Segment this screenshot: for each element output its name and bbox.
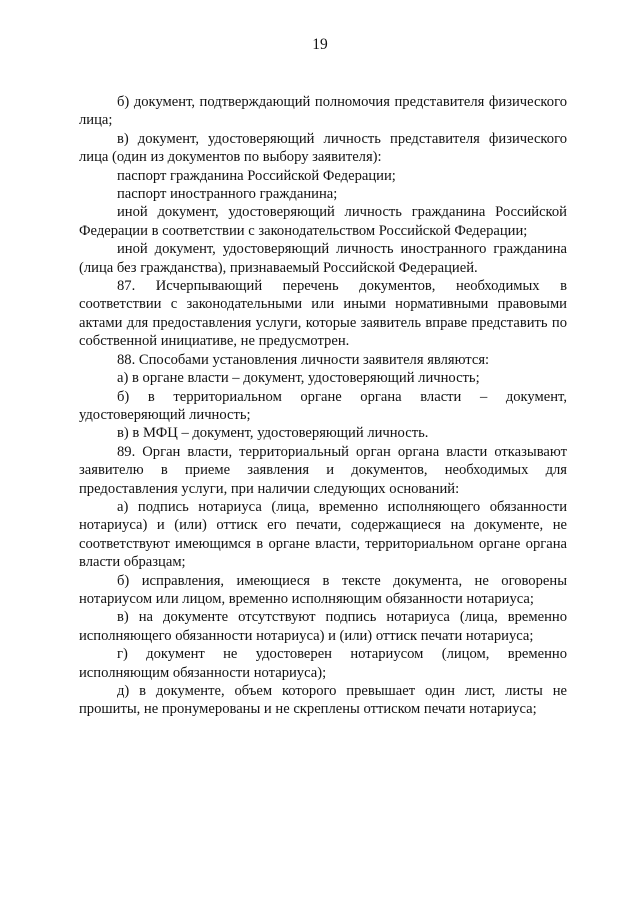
paragraph-88-b: б) в территориальном органе органа власти – документ, удостоверяющий личность; bbox=[79, 388, 567, 423]
paragraph-89-g: г) документ не удостоверен нотариусом (лицом, временно исполняющим обязанности нотариуса); bbox=[79, 646, 567, 681]
paragraph-89-b: б) исправления, имеющиеся в тексте документа, не оговорены нотариусом или лицом, временно исполняющим обязанности нотариуса; bbox=[79, 572, 567, 607]
paragraph-88: 88. Способами установления личности заявителя являются: bbox=[117, 351, 490, 368]
paragraph-b-representative-authority: б) документ, подтверждающий полномочия представителя физического лица; bbox=[79, 94, 567, 129]
paragraph-passport-rf: паспорт гражданина Российской Федерации; bbox=[117, 167, 396, 184]
paragraph-87: 87. Исчерпывающий перечень документов, необходимых в соответствии с законодательными или иными нормативными правовыми актами для предоставления услуги, которые заявитель вправе представить по собственной инициативе, не предусмотрен. bbox=[79, 278, 567, 350]
paragraph-passport-foreign: паспорт иностранного гражданина; bbox=[117, 186, 338, 203]
paragraph-v-representative-identity: в) документ, удостоверяющий личность представителя физического лица (один из документов по выбору заявителя): bbox=[79, 130, 567, 166]
paragraph-89: 89. Орган власти, территориальный орган органа власти отказывают заявителю в приеме заявления и документов, необходимых для предоставления услуги, при наличии следующих оснований: bbox=[79, 443, 567, 497]
paragraph-88-v: в) в МФЦ – документ, удостоверяющий личность. bbox=[117, 425, 429, 442]
paragraph-89-v: в) на документе отсутствуют подпись нотариуса (лица, временно исполняющего обязанности нотариуса) и (или) оттиск печати нотариуса; bbox=[79, 609, 567, 644]
document-body bbox=[79, 93, 567, 719]
page-number: 19 bbox=[312, 36, 328, 53]
paragraph-other-doc-foreign: иной документ, удостоверяющий личность иностранного гражданина (лица без гражданства), признаваемый Российской Федерацией. bbox=[79, 241, 567, 276]
paragraph-other-doc-citizen: иной документ, удостоверяющий личность гражданина Российской Федерации в соответствии с законодательством Российской Федерации; bbox=[79, 204, 567, 239]
paragraph-88-a: а) в органе власти – документ, удостоверяющий личность; bbox=[117, 370, 480, 387]
paragraph-89-d: д) в документе, объем которого превышает один лист, листы не прошиты, не пронумерованы и не скреплены оттиском печати нотариуса; bbox=[79, 683, 567, 718]
paragraph-89-a: а) подпись нотариуса (лица, временно исполняющего обязанности нотариуса) и (или) оттиск его печати, содержащиеся на документе, не соответствуют имеющимся в органе власти, территориальном органе органа власти образцам; bbox=[79, 498, 567, 571]
